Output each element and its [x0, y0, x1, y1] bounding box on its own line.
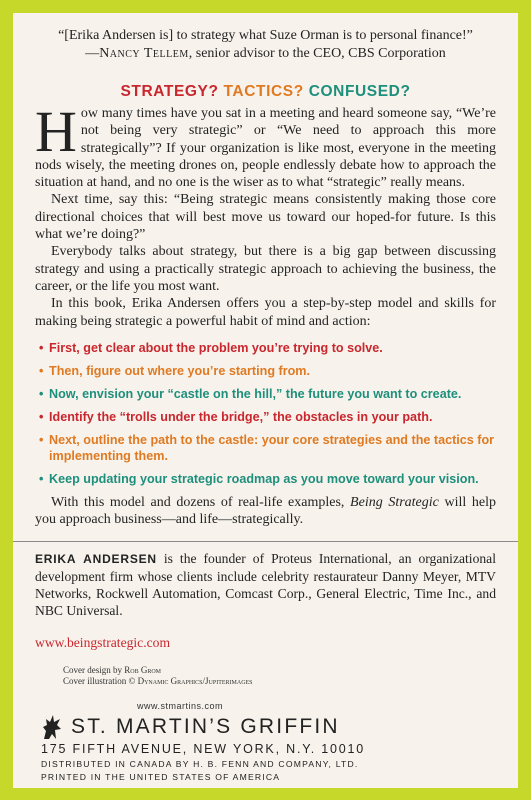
- step-text: Identify the “trolls under the bridge,” the obstacles in your path.: [49, 409, 433, 424]
- endorsement-author-role: , senior advisor to the CEO, CBS Corporation: [188, 46, 446, 61]
- author-name: ERIKA ANDERSEN: [35, 552, 157, 567]
- author-bio: [35, 550, 496, 619]
- cover-credits: [63, 665, 496, 687]
- closing-paragraph: [35, 494, 496, 529]
- printed-in: PRINTED IN THE UNITED STATES OF AMERICA: [41, 772, 281, 783]
- bullet-dot-icon: •: [39, 409, 44, 424]
- bullet-dot-icon: •: [39, 363, 44, 378]
- headline-tactics: TACTICS?: [223, 83, 304, 100]
- endorsement-author: Nancy Tellem: [99, 46, 189, 61]
- cover-design-credit: [63, 665, 496, 676]
- step-item: [39, 340, 496, 356]
- step-item: [39, 363, 496, 379]
- closing-pre: With this model and dozens of real-life examples,: [51, 494, 351, 510]
- cover-panel: [13, 13, 518, 788]
- bullet-dot-icon: •: [39, 432, 44, 447]
- publisher-name: ST. MARTIN’S GRIFFIN: [71, 715, 340, 739]
- step-item: [39, 432, 496, 464]
- divider: [13, 541, 518, 542]
- griffin-logo-icon: [41, 713, 63, 741]
- step-item: [39, 409, 496, 425]
- publisher-website[interactable]: www.stmartins.com: [137, 701, 224, 712]
- step-text: First, get clear about the problem you’re trying to solve.: [49, 340, 383, 355]
- publisher-name-row: [41, 713, 496, 741]
- step-item: [39, 471, 496, 487]
- headline: [35, 83, 496, 101]
- attribution-dash: —: [85, 46, 100, 61]
- step-text: Then, figure out where you’re starting from.: [49, 363, 310, 378]
- bullet-dot-icon: •: [39, 471, 44, 486]
- drop-cap: H: [35, 99, 77, 164]
- paragraph-next-time: Next time, say this: “Being strategic means consistently making those core directional choices that will best move us toward our hoped-for future. Is this what we’re doing?”: [35, 192, 496, 243]
- step-text: Now, envision your “castle on the hill,” the future you want to create.: [49, 386, 462, 401]
- step-item: [39, 386, 496, 402]
- step-text: Keep updating your strategic roadmap as you move toward your vision.: [49, 471, 479, 486]
- paragraph-in-this-book: In this book, Erika Andersen offers you a step-by-step model and skills for making being strategic a powerful habit of mind and action:: [35, 296, 496, 329]
- closing-post: will help you approach business—and life—strategically.: [35, 494, 496, 528]
- designer-name: Rob Grom: [124, 665, 162, 676]
- publisher-block: [41, 701, 496, 782]
- endorsement-attribution: [35, 45, 496, 63]
- canada-distribution: DISTRIBUTED IN CANADA BY H. B. FENN AND COMPANY, LTD.: [41, 759, 359, 770]
- cover-illustration-credit: [63, 676, 496, 687]
- headline-strategy: STRATEGY?: [120, 83, 219, 100]
- publisher-address: 175 FIFTH AVENUE, NEW YORK, N.Y. 10010: [41, 742, 366, 757]
- illustrator-name: Dynamic Graphics/Jupiterimages: [137, 676, 253, 687]
- design-label: Cover design by: [63, 665, 125, 676]
- endorsement-blurb: [35, 27, 496, 63]
- book-title: Being Strategic: [350, 494, 439, 510]
- intro-text: ow many times have you sat in a meeting and heard someone say, “We’re not being very strategic” or “We need to approach this more strategically”? If your organization is like most, everyone in the meeting nods wisely, the meeting drones on, people endlessly debate how to approach the situation at hand, and no one is the wiser as to what “strategic” really means.: [35, 106, 496, 191]
- endorsement-quote: “[Erika Andersen is] to strategy what Suze Orman is to personal finance!”: [58, 28, 473, 43]
- step-text: Next, outline the path to the castle: your core strategies and the tactics for implementing them.: [49, 432, 495, 463]
- bullet-dot-icon: •: [39, 386, 44, 401]
- illustration-label: Cover illustration ©: [63, 676, 138, 687]
- steps-list: [35, 340, 496, 487]
- paragraph-everybody: Everybody talks about strategy, but there is a big gap between discussing strategy and using a practically strategic approach to achieving the business, the career, or the life you most want.: [35, 244, 496, 294]
- headline-confused: CONFUSED?: [308, 83, 411, 100]
- bullet-dot-icon: •: [39, 340, 44, 355]
- author-bio-text: is the founder of Proteus International, an organizational development firm whose clients include celebrity restaurateur Danny Meyer, MTV Networks, Rockwell Automation, Comcast Corp., General Electric, Time Inc., and NBC Universal.: [35, 551, 496, 619]
- intro-paragraph: [35, 99, 496, 191]
- website-link[interactable]: www.beingstrategic.com: [35, 635, 171, 651]
